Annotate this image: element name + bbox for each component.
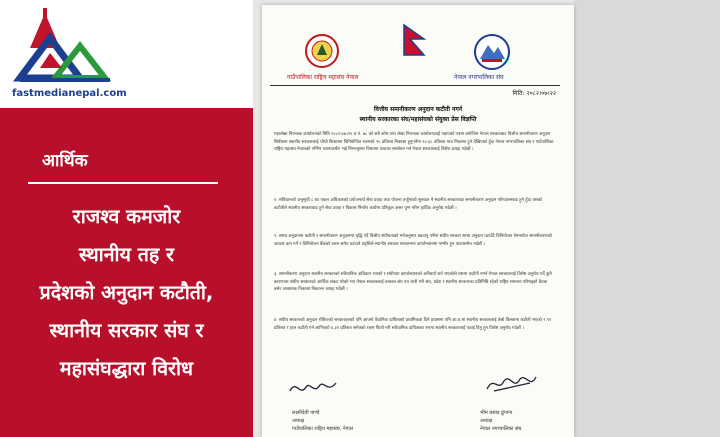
left-org-emblem-icon bbox=[304, 33, 340, 69]
headline-line: राजश्व कमजोर bbox=[72, 205, 181, 228]
press-release-document bbox=[262, 5, 574, 437]
document-shadow-area bbox=[574, 0, 720, 437]
point-4-paragraph: ४. संघीय सरकारको अनुदान रोकिएको सरकारहरुको पनि आफ्नो वैधानिक दायित्वको प्राथमिकता दिने प्रयासमा पनि आ.व.मा स्थानीय सरकारलाई तेस्रो किस्तामा कटौती भएको २.९२ प्रतिशत र हाल कटौती गर्न लागिएको ४.३२ प्रतिशत समेतको रकम फिर्ता गरी संवैधानिक दायित्वका रुपमा स्थानीय सरकारलाई पठाई दिनु हुन विशेष अनुरोध गर्दछौं । bbox=[274, 318, 552, 331]
right-org-emblem-icon bbox=[472, 33, 512, 71]
left-org-name: गाउँपालिका राष्ट्रिय महासंघ नेपाल bbox=[287, 74, 359, 81]
right-signer: भीम प्रसाद ढुंगाना अध्यक्ष नेपाल नगरपालिका संघ bbox=[480, 410, 522, 432]
intro-paragraph: महालेखा नियन्त्रक कार्यालयको मिति २०८२।०७।२१ च.नं. ७८ को सबै कोष तथा लेखा नियन्त्रक कार्यालयलाई पठाएको पत्रमा बमोजिम नेपाल सरकारबाट वित्तीय समानीकरण अनुदान शिर्षकमा स्थानीय सरकारलाई चौथो किस्तामा विनियोजित रकमको २५ प्रतिशत निकासा हुनुपर्नेमा २०.६८ प्रतिशत मात्र निकासा हुने देखिएको हुँदा नेपाल नगरपालिका संघ र गाउँपालिका राष्ट्रिय महासंघ नेपालको गम्भिर ध्यानाकर्षण भई निम्नानुसार विषयमा तत्काल सम्बोधन गर्न नेपाल सरकारलाई विशेष आग्रह गर्दछौं । bbox=[274, 132, 554, 153]
headline-line: महासंघद्धारा विरोध bbox=[59, 357, 194, 380]
document-subtitle: स्थानीय सरकारका संघ/महासंघको संयुक्त प्रेस विज्ञप्ति bbox=[359, 116, 477, 123]
right-org-name: नेपाल नगरपालिका संघ bbox=[454, 74, 504, 81]
left-signer: लक्ष्मीदेवी पाण्डे अध्यक्ष गाउँपालिका राष्ट्रिय महासंघ, नेपाल bbox=[292, 410, 354, 432]
headline-line: प्रदेशको अनुदान कटौती, bbox=[39, 281, 214, 304]
logo-icon bbox=[10, 8, 130, 88]
nepal-flag-icon bbox=[402, 23, 428, 59]
point-2-paragraph: २. समग्र अनुदानमा कटौती र समानीकरण अनुदानमा वृद्धि गर्दै वित्तीय संघीयताको मर्मअनुसार बढाउनु पर्नेमा संघीय सरकार समग्र अनुदान घटाउँदै विनियोजन ऐनमार्फत समानीकरणको आकार कम गर्ने र विनियोजन बैंकको रकम समेत घटाउने प्रवृत्तिले स्थानीय सरकार संचालनमा कार्यान्वयनमा गम्भीर हुन पाउनसमेत गर्दछौं । bbox=[274, 234, 552, 247]
right-signature bbox=[484, 371, 539, 397]
headline-line: स्थानीय सरकार संघ र bbox=[49, 319, 204, 342]
left-signature bbox=[288, 377, 338, 399]
document-title: वित्तीय समानीकरण अनुदान कटौती नगर्न bbox=[373, 106, 463, 113]
category-divider bbox=[28, 182, 218, 184]
document-date: मिति: २०८२।०७।२२ bbox=[512, 90, 556, 97]
headline-line: स्थानीय तह र bbox=[79, 243, 174, 266]
point-1-paragraph: १. संविधानको अनुसूची ८ का एकल अधिकारको प्रयोजनार्थ सेवा प्रवाह तथा योजना तर्जुमाको सुरुवात नै स्थानीय सरकारबाट समानीकरण अनुदान परिचालनबाट हुने हुँदा यसको कटौतीले स्थानीय सरकारबाट हुने सेवा प्रवाह र विकास निर्माण कार्यमा प्रतिकूल असर पुग्न गरिन हार्दिक अनुरोध गर्दछौं । bbox=[274, 198, 543, 211]
header-divider bbox=[270, 85, 560, 86]
point-3-paragraph: ३. समानीकरण अनुदान स्थानीय सरकारको संवैधानिक अधिकार भएको र संघीयता कार्यान्वयनको अनिवार्य शर्त भएकोले यसमा कटौती नगर्न नेपाल सरकारलाई विशेष अनुरोध गर्दै कुनै कारणवश संघीय सरकारको आर्थिक संकट परेको भए नेपाल सरकारलाई तत्काल संघ पत्र जारी गरी संघ, प्रदेश र स्थानीय सरकारका प्रतिनिधि रहेको राष्ट्रिय समन्वय परिषद्को बैठक बसेर आवश्यक निकासा निकाल्न आग्रह गर्दछौं । bbox=[274, 272, 552, 293]
site-name: fastmedianepal.com bbox=[12, 88, 127, 99]
site-logo[interactable] bbox=[0, 0, 253, 108]
category-label[interactable]: आर्थिक bbox=[42, 151, 88, 171]
headline bbox=[0, 198, 253, 388]
